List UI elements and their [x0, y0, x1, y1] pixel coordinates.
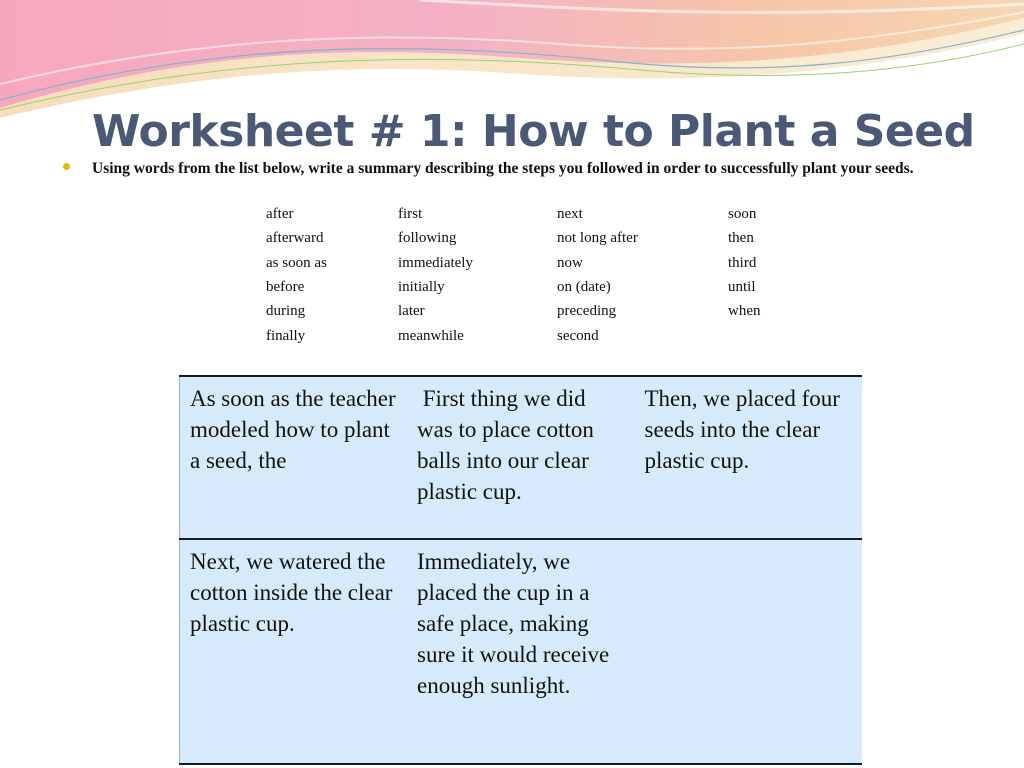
word-list-item: later: [398, 303, 425, 319]
word-list-item: during: [266, 303, 306, 319]
word-list-item: on (date): [557, 279, 611, 295]
table-cell: Immediately, we placed the cup in a safe place, making sure it would receive enough sunlight.: [407, 539, 635, 764]
word-list-item: next: [557, 206, 583, 222]
word-list-item: not long after: [557, 230, 638, 246]
table-row: [180, 539, 863, 764]
word-list-item: preceding: [557, 303, 617, 319]
word-list-item: following: [398, 230, 457, 246]
table-row: [180, 376, 863, 539]
instructions-text: Using words from the list below, write a summary describing the steps you followed in order to successfully plant your seeds.: [92, 160, 914, 177]
table-cell: As soon as the teacher modeled how to plant a seed, the: [180, 376, 408, 539]
table-cell: Next, we watered the cotton inside the clear plastic cup.: [180, 539, 408, 764]
word-list-item: third: [728, 255, 757, 271]
word-list-item: after: [266, 206, 294, 222]
word-list-item: second: [557, 328, 599, 344]
table-cell: First thing we did was to place cotton balls into our clear plastic cup.: [407, 376, 635, 539]
page-title: Worksheet # 1: How to Plant a Seed: [92, 106, 975, 157]
word-list-item: until: [728, 279, 756, 295]
word-list-item: when: [728, 303, 761, 319]
word-list-item: initially: [398, 279, 445, 295]
steps-table: [179, 375, 862, 765]
bullet-dot-icon: [63, 163, 70, 170]
word-list-item: then: [728, 230, 754, 246]
word-list-item: as soon as: [266, 255, 327, 271]
table-cell: Then, we placed four seeds into the clear plastic cup.: [635, 376, 863, 539]
table-cell: [635, 539, 863, 764]
word-list-item: finally: [266, 328, 306, 344]
word-list-item: meanwhile: [398, 328, 464, 344]
word-list-item: before: [266, 279, 305, 295]
word-list-item: afterward: [266, 230, 324, 246]
word-list-item: soon: [728, 206, 757, 222]
word-list-item: now: [557, 255, 583, 271]
word-list-item: immediately: [398, 255, 473, 271]
word-list-item: first: [398, 206, 423, 222]
